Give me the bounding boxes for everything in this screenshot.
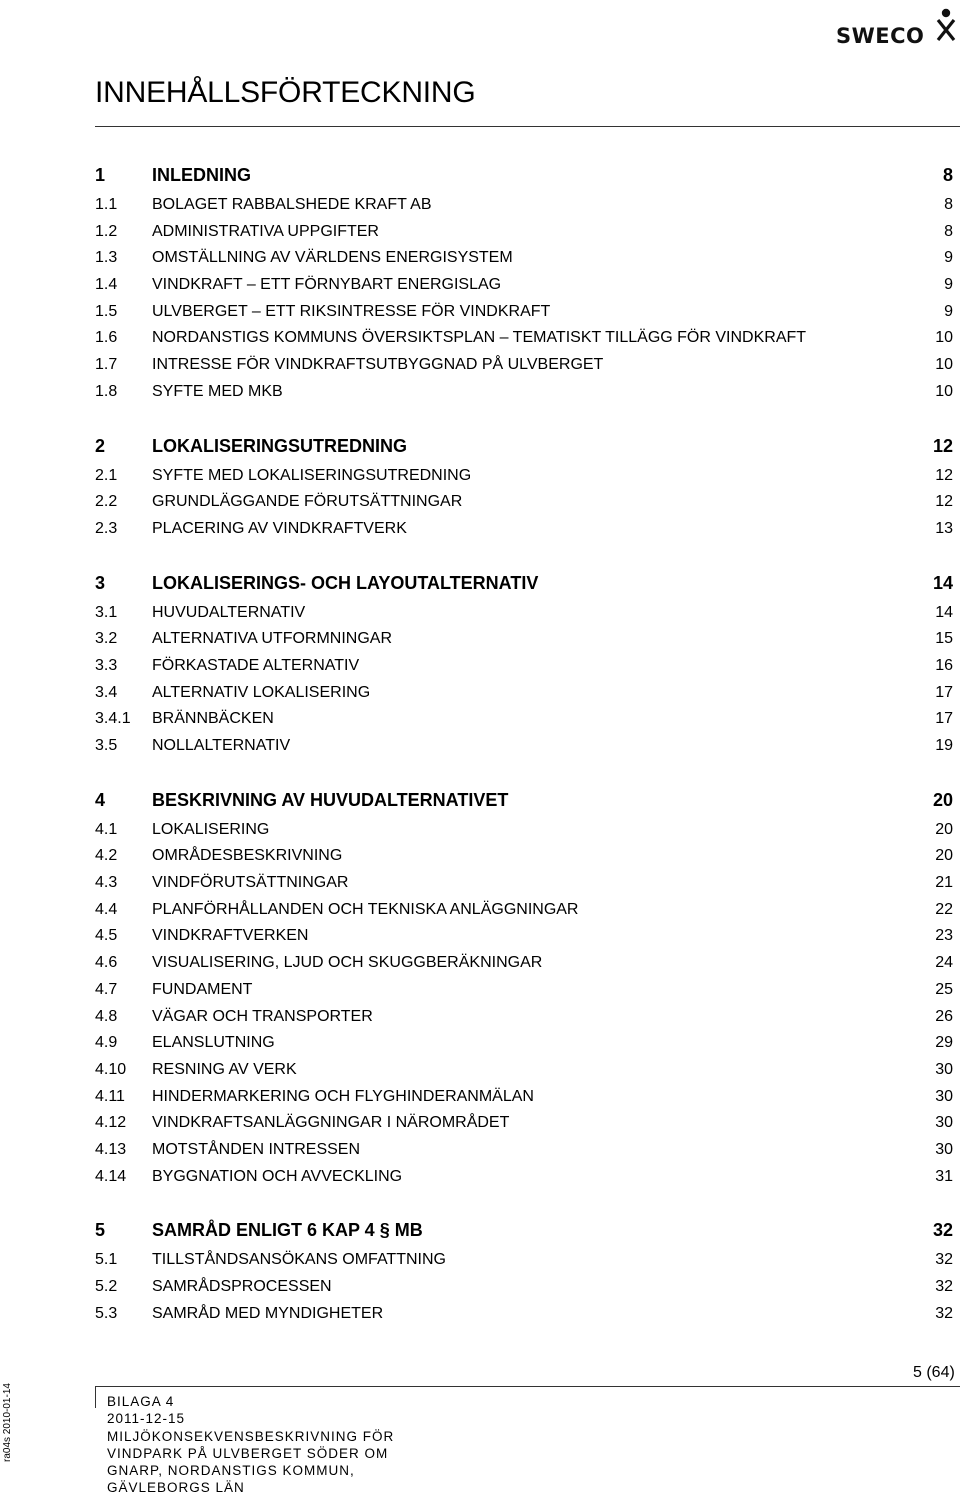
toc-number: 4	[95, 789, 106, 810]
toc-entry[interactable]	[95, 1168, 953, 1195]
toc-entry[interactable]	[95, 630, 953, 657]
toc-number: 5	[95, 1220, 106, 1241]
toc-entry[interactable]	[95, 847, 953, 874]
toc-number: 2.2	[95, 493, 118, 511]
toc-entry[interactable]	[95, 821, 953, 848]
toc-title: TILLSTÅNDSANSÖKANS OMFATTNING	[152, 1251, 446, 1269]
toc-page: 15	[935, 630, 953, 648]
toc-number: 3.4	[95, 683, 118, 701]
toc-title: SAMRÅD ENLIGT 6 KAP 4 § MB	[152, 1220, 423, 1241]
toc-number: 5.2	[95, 1278, 118, 1295]
toc-entry[interactable]	[95, 1278, 953, 1305]
toc-page: 17	[935, 710, 953, 728]
toc-title: VINDKRAFT – ETT FÖRNYBART ENERGISLAG	[152, 276, 502, 294]
toc-page: 32	[932, 1220, 953, 1241]
toc-page: 32	[935, 1251, 953, 1269]
toc-entry[interactable]	[95, 223, 953, 250]
toc-entry[interactable]	[95, 303, 953, 330]
toc-title: INTRESSE FÖR VINDKRAFTSUTBYGGNAD PÅ ULVBERGET	[152, 356, 604, 374]
sweco-logo	[836, 6, 960, 46]
toc-title: OMSTÄLLNING AV VÄRLDENS ENERGISYSTEM	[152, 249, 513, 267]
toc-number: 2	[95, 435, 106, 456]
toc-page: 20	[935, 847, 953, 865]
toc-chapter-entry[interactable]	[95, 790, 953, 821]
toc-title: VISUALISERING, LJUD OCH SKUGGBERÄKNINGAR	[152, 954, 543, 972]
footer-line: MILJÖKONSEKVENSBESKRIVNING FÖR	[107, 1428, 395, 1444]
toc-entry[interactable]	[95, 1305, 953, 1332]
toc-entry[interactable]	[95, 981, 953, 1008]
toc-title: SYFTE MED LOKALISERINGSUTREDNING	[152, 466, 472, 484]
toc-title: VÄGAR OCH TRANSPORTER	[152, 1007, 373, 1025]
toc-entry[interactable]	[95, 383, 953, 410]
toc-title: RESNING AV VERK	[152, 1060, 297, 1078]
toc-entry[interactable]	[95, 1061, 953, 1088]
toc-page: 9	[944, 302, 953, 320]
logo-text: SWECO	[836, 24, 925, 48]
toc-section	[95, 1220, 953, 1331]
toc-entry[interactable]	[95, 1034, 953, 1061]
toc-entry[interactable]	[95, 196, 953, 223]
toc-title: SAMRÅDSPROCESSEN	[152, 1278, 332, 1295]
toc-chapter-entry[interactable]	[95, 436, 953, 467]
toc-page: 10	[935, 329, 953, 347]
toc-number: 1.7	[95, 356, 118, 374]
toc-entry[interactable]	[95, 329, 953, 356]
toc-number: 2.3	[95, 519, 118, 537]
toc-number: 1.3	[95, 249, 118, 267]
toc-page: 16	[935, 656, 953, 674]
toc-number: 4.11	[95, 1087, 125, 1105]
toc-title: BYGGNATION OCH AVVECKLING	[152, 1167, 403, 1185]
toc-section	[95, 790, 953, 1195]
toc-section	[95, 573, 953, 764]
toc-title: VINDKRAFTSANLÄGGNINGAR I NÄROMRÅDET	[152, 1114, 510, 1132]
toc-entry[interactable]	[95, 1088, 953, 1115]
toc-number: 4.9	[95, 1034, 118, 1052]
toc-page: 8	[944, 222, 953, 240]
toc-title: ELANSLUTNING	[152, 1034, 275, 1052]
toc-title: BOLAGET RABBALSHEDE KRAFT AB	[152, 196, 432, 213]
toc-entry[interactable]	[95, 737, 953, 764]
toc-title: LOKALISERINGS- OCH LAYOUTALTERNATIV	[152, 572, 539, 593]
toc-entry[interactable]	[95, 1251, 953, 1278]
toc-page: 9	[944, 276, 953, 294]
toc-page: 32	[935, 1304, 953, 1322]
toc-entry[interactable]	[95, 684, 953, 711]
toc-number: 3.4.1	[95, 710, 131, 728]
toc-number: 4.4	[95, 900, 118, 918]
toc-page: 20	[932, 789, 953, 810]
toc-title: OMRÅDESBESKRIVNING	[152, 847, 343, 865]
toc-number: 1.2	[95, 222, 118, 240]
toc-number: 3.1	[95, 603, 118, 621]
toc-entry[interactable]	[95, 657, 953, 684]
toc-entry[interactable]	[95, 1114, 953, 1141]
toc-entry[interactable]	[95, 874, 953, 901]
toc-title: VINDFÖRUTSÄTTNINGAR	[152, 874, 349, 892]
toc-title: INLEDNING	[152, 165, 251, 185]
toc-number: 1.5	[95, 302, 118, 320]
toc-title: BESKRIVNING AV HUVUDALTERNATIVET	[152, 789, 509, 810]
toc-title: NORDANSTIGS KOMMUNS ÖVERSIKTSPLAN – TEMATISKT TILLÄGG FÖR VINDKRAFT	[152, 329, 807, 347]
toc-title: NOLLALTERNATIV	[152, 737, 291, 754]
toc-page: 30	[935, 1060, 953, 1078]
template-code: ra04s 2010-01-14	[2, 1383, 13, 1462]
toc-entry[interactable]	[95, 1141, 953, 1168]
toc-number: 4.6	[95, 954, 118, 972]
toc-number: 4.13	[95, 1140, 127, 1158]
toc-title: LOKALISERINGSUTREDNING	[152, 435, 408, 456]
toc-number: 1.4	[95, 276, 118, 294]
toc-title: HINDERMARKERING OCH FLYGHINDERANMÄLAN	[152, 1087, 534, 1105]
footer-line: 2011-12-15	[107, 1411, 186, 1427]
toc-page: 22	[935, 900, 953, 918]
toc-title: VINDKRAFTVERKEN	[152, 927, 309, 945]
sweco-logo-icon	[924, 6, 958, 46]
footer-line: GNARP, NORDANSTIGS KOMMUN,	[107, 1463, 355, 1479]
toc-page: 12	[935, 493, 953, 511]
toc-title: ALTERNATIVA UTFORMNINGAR	[152, 630, 393, 648]
footer-line: VINDPARK PÅ ULVBERGET SÖDER OM	[107, 1445, 389, 1461]
toc-number: 4.3	[95, 874, 118, 892]
toc-page: 21	[935, 874, 953, 892]
toc-title: FÖRKASTADE ALTERNATIV	[152, 656, 360, 674]
toc-title: PLACERING AV VINDKRAFTVERK	[152, 519, 407, 537]
toc-page: 30	[935, 1087, 953, 1105]
toc-page: 17	[935, 683, 953, 701]
toc-number: 3.5	[95, 737, 118, 754]
toc-page: 13	[935, 519, 953, 537]
toc-title: FUNDAMENT	[152, 980, 253, 998]
toc-page: 30	[935, 1140, 953, 1158]
toc-page: 25	[935, 980, 953, 998]
toc-title: SAMRÅD MED MYNDIGHETER	[152, 1304, 384, 1322]
toc-page: 23	[935, 927, 953, 945]
toc-section	[95, 165, 953, 410]
toc-number: 2.1	[95, 466, 118, 484]
toc-number: 4.7	[95, 980, 118, 998]
toc-number: 4.1	[95, 820, 118, 838]
toc-number: 3.3	[95, 656, 118, 674]
toc-number: 1	[95, 165, 106, 185]
toc-entry[interactable]	[95, 710, 953, 737]
toc-page: 8	[942, 165, 953, 185]
toc-page: 31	[935, 1167, 953, 1185]
toc-page: 26	[935, 1007, 953, 1025]
toc-number: 3	[95, 572, 106, 593]
toc-title: BRÄNNBÄCKEN	[152, 710, 274, 728]
title-divider	[95, 126, 960, 127]
toc-entry[interactable]	[95, 1008, 953, 1035]
toc-page: 32	[935, 1278, 953, 1295]
toc-page: 14	[935, 603, 953, 621]
toc-chapter-entry[interactable]	[95, 1220, 953, 1251]
toc-number: 5.1	[95, 1251, 118, 1269]
toc-page: 10	[935, 382, 953, 400]
toc-chapter-entry[interactable]	[95, 165, 953, 196]
toc-title: GRUNDLÄGGANDE FÖRUTSÄTTNINGAR	[152, 493, 463, 511]
toc-entry[interactable]	[95, 927, 953, 954]
toc-number: 4.2	[95, 847, 118, 865]
toc-page: 14	[932, 572, 953, 593]
document-footer	[107, 1393, 394, 1497]
toc-title: HUVUDALTERNATIV	[152, 603, 306, 621]
toc-title: ALTERNATIV LOKALISERING	[152, 683, 371, 701]
toc-title: LOKALISERING	[152, 820, 270, 838]
toc-title: MOTSTÅNDEN INTRESSEN	[152, 1140, 361, 1158]
toc-page: 30	[935, 1114, 953, 1132]
toc-chapter-entry[interactable]	[95, 573, 953, 604]
toc-number: 4.14	[95, 1167, 127, 1185]
toc-entry[interactable]	[95, 467, 953, 494]
toc-page: 20	[935, 820, 953, 838]
toc-number: 1.6	[95, 329, 118, 347]
footer-divider	[95, 1386, 960, 1387]
toc-entry[interactable]	[95, 356, 953, 383]
table-of-contents	[95, 165, 953, 1357]
toc-section	[95, 436, 953, 547]
toc-entry[interactable]	[95, 901, 953, 928]
toc-page: 12	[935, 466, 953, 484]
toc-entry[interactable]	[95, 249, 953, 276]
toc-title: ADMINISTRATIVA UPPGIFTER	[152, 222, 379, 240]
toc-number: 3.2	[95, 630, 118, 648]
footer-line: GÄVLEBORGS LÄN	[107, 1480, 245, 1496]
toc-number: 4.8	[95, 1007, 118, 1025]
toc-title: PLANFÖRHÅLLANDEN OCH TEKNISKA ANLÄGGNINGAR	[152, 900, 579, 918]
toc-title: ULVBERGET – ETT RIKSINTRESSE FÖR VINDKRAFT	[152, 302, 551, 320]
toc-page: 24	[935, 954, 953, 972]
toc-title: SYFTE MED MKB	[152, 382, 283, 400]
toc-number: 4.10	[95, 1060, 127, 1078]
toc-entry[interactable]	[95, 493, 953, 520]
toc-entry[interactable]	[95, 276, 953, 303]
toc-number: 5.3	[95, 1304, 118, 1322]
toc-page: 10	[935, 356, 953, 374]
page-number: 5 (64)	[913, 1364, 955, 1381]
toc-page: 9	[944, 249, 953, 267]
toc-number: 1.8	[95, 382, 118, 400]
toc-page: 19	[935, 737, 953, 754]
footer-line: BILAGA 4	[107, 1394, 175, 1409]
toc-page: 8	[944, 196, 953, 213]
footer-divider-vertical	[95, 1386, 96, 1408]
toc-entry[interactable]	[95, 954, 953, 981]
toc-number: 4.5	[95, 927, 118, 945]
toc-entry[interactable]	[95, 520, 953, 547]
page-title: INNEHÅLLSFÖRTECKNING	[95, 76, 476, 109]
toc-entry[interactable]	[95, 604, 953, 631]
toc-number: 1.1	[95, 196, 118, 213]
toc-page: 29	[935, 1034, 953, 1052]
toc-page: 12	[932, 435, 953, 456]
toc-number: 4.12	[95, 1114, 127, 1132]
